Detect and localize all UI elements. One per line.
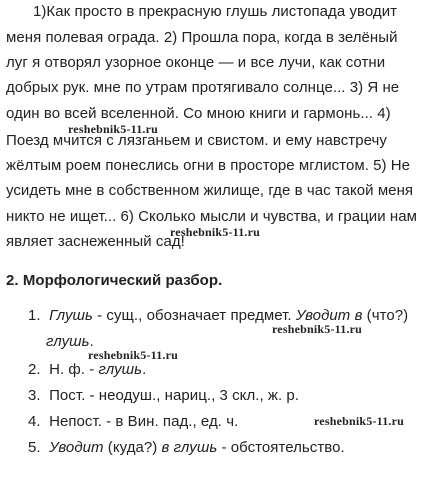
paragraph-line: 1)Как просто в прекрасную глушь листопада уводит [33, 3, 398, 20]
text-run: глушь [46, 333, 90, 350]
section-heading: 2. Морфологический разбор. [6, 272, 223, 289]
paragraph-line: добрых рук. мне по утрам протягивало солнце... 3) Я не [6, 79, 400, 96]
list-item-text [45, 413, 238, 430]
paragraph-line: никто не ищет... 6) Сколько мысли и чувства, и грации нам [6, 208, 417, 225]
text-run: в глушь [161, 439, 218, 456]
list-item-text [45, 387, 299, 404]
watermark: reshebnik5-11.ru [88, 348, 178, 362]
text-run: глушь [98, 361, 143, 378]
text-run: Уводит [49, 439, 104, 456]
list-item [28, 438, 345, 458]
list-item-number: 4. [28, 413, 41, 430]
text-run: . [142, 361, 147, 378]
text-run: - сущ., обозначает предмет. [92, 307, 296, 324]
list-item [28, 386, 299, 406]
list-item-number: 5. [28, 439, 41, 456]
text-run: Н. ф. - [49, 361, 99, 378]
list-item-text [45, 361, 146, 378]
watermark: reshebnik5-11.ru [170, 225, 260, 239]
list-item-number: 3. [28, 387, 41, 404]
text-run: . [89, 333, 94, 350]
text-run: Непост. - в Вин. пад., ед. ч. [49, 413, 239, 430]
list-item-number: 2. [28, 361, 41, 378]
list-item-continuation [46, 332, 94, 352]
paragraph-line: луг я отворял узорное оконце — и все лучи, как сотни [6, 54, 386, 71]
paragraph-line: являет заснеженный сад! [6, 233, 185, 250]
list-item-number: 1. [28, 307, 41, 324]
text-run: Глушь [49, 307, 93, 324]
paragraph-line: один во всей вселенной. Со мною книги и гармонь... 4) [6, 105, 391, 122]
paragraph-line: Поезд мчится с лязганьем и свистом. и ему навстречу [6, 132, 387, 149]
text-run: Уводит в [295, 307, 363, 324]
list-item [28, 412, 238, 432]
text-run: - обстоятельство. [217, 439, 345, 456]
paragraph-line: жёлтым роем понеслись огни в просторе мглистом. 5) Не [6, 157, 411, 174]
paragraph-line: усидеть мне в собственном жилище, где в час такой меня [6, 182, 414, 199]
list-item [28, 360, 146, 380]
paragraph-line: меня полевая ограда. 2) Прошла пора, когда в зелёный [6, 29, 398, 46]
text-run: Пост. - неодуш., нариц., 3 скл., ж. р. [49, 387, 300, 404]
list-item-text [45, 439, 345, 456]
watermark: reshebnik5-11.ru [68, 122, 158, 136]
watermark: reshebnik5-11.ru [272, 322, 362, 336]
watermark: reshebnik5-11.ru [314, 414, 404, 428]
text-run: (куда?) [103, 439, 162, 456]
text-run: (что?) [362, 307, 409, 324]
